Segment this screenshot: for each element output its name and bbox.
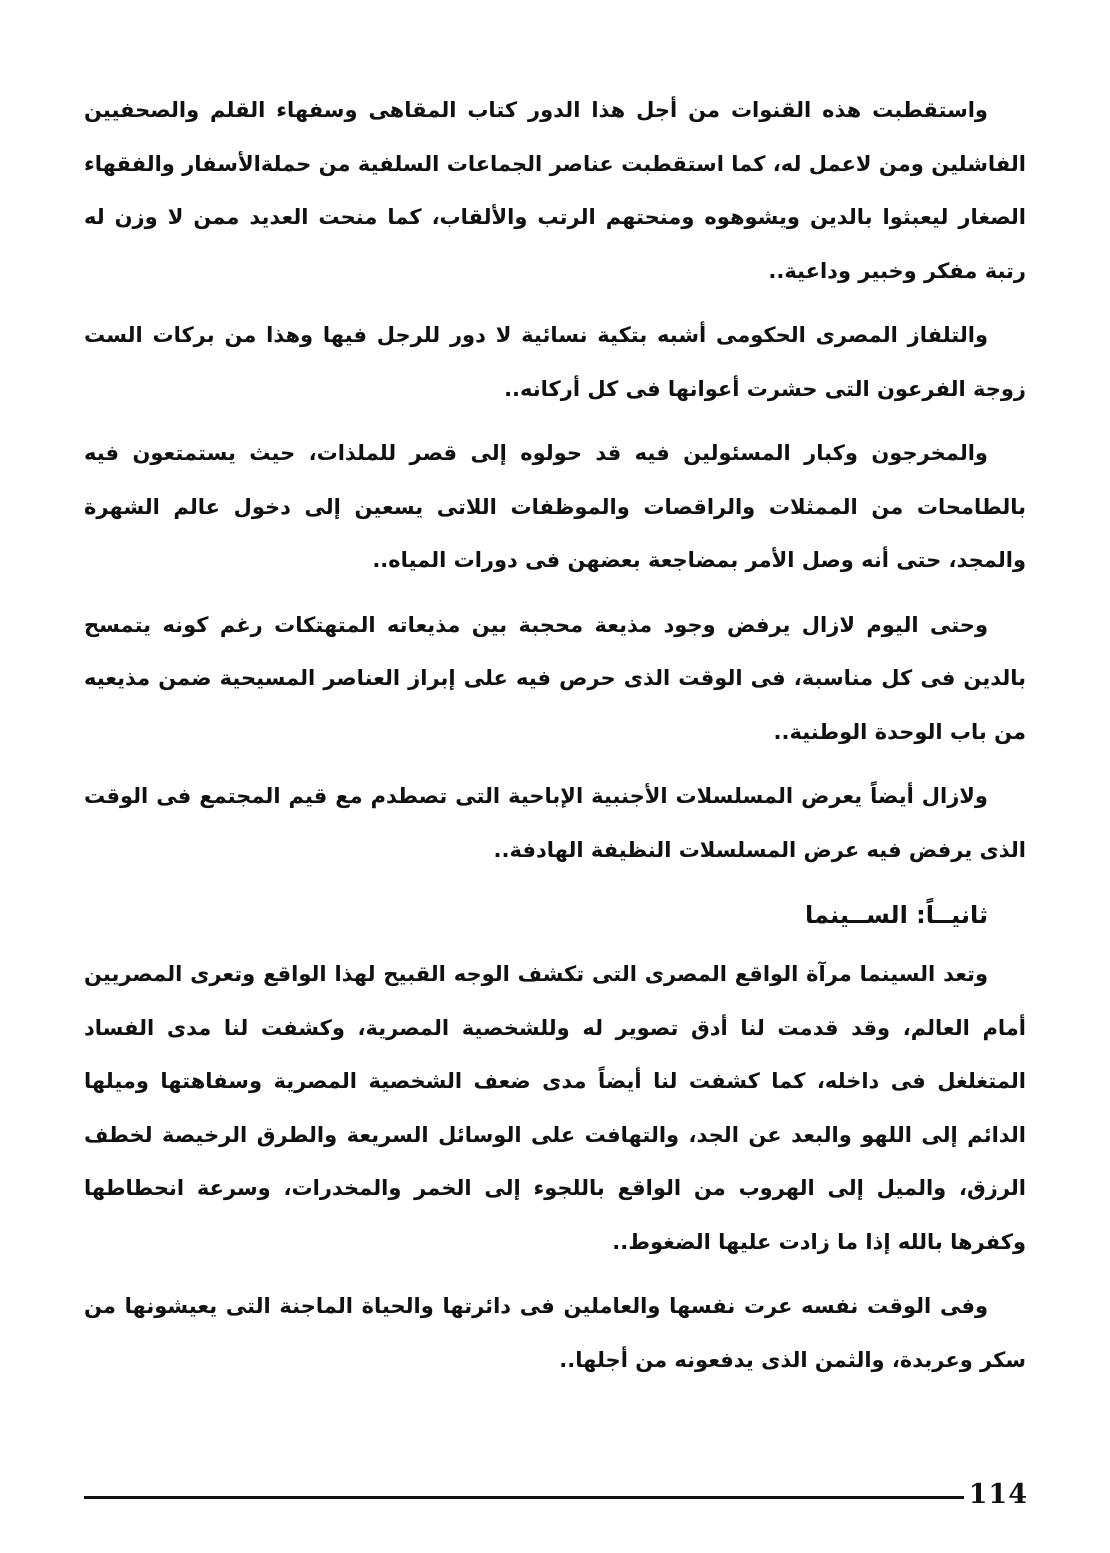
footer-rule	[84, 1496, 964, 1499]
page-number: 114	[968, 1479, 1028, 1510]
page-footer	[84, 1478, 1028, 1512]
paragraph-1: واستقطبت هذه القنوات من أجل هذا الدور كتاب المقاهى وسفهاء القلم والصحفيين الفاشلين ومن لاعمل له، كما استقطبت عناصر الجماعات السلفية من حملةالأسفار والفقهاء الصغار ليعبثوا بالدين ويشوهوه ومنحتهم الرتب والألقاب، كما منحت العديد ممن لا وزن له رتبة مفكر وخبير وداعية..	[84, 98, 1026, 283]
paragraph-2: والتلفاز المصرى الحكومى أشبه بتكية نسائية لا دور للرجل فيها وهذا من بركات الست زوجة الفرعون التى حشرت أعوانها فى كل أركانه..	[84, 323, 1026, 401]
paragraph-6: وتعد السينما مرآة الواقع المصرى التى تكشف الوجه القبيح لهذا الواقع وتعرى المصريين أمام العالم، وقد قدمت لنا أدق تصوير له وللشخصية المصرية، وكشفت لنا مدى الفساد المتغلغل فى داخله، كما كشفت لنا أيضاً مدى ضعف الشخصية المصرية وسفاهتها وميلها الدائم إلى اللهو والبعد عن الجد، والتهافت على الوسائل السريعة والطرق الرخيصة لخطف الرزق، والميل إلى الهروب من الواقع باللجوء إلى الخمر والمخدرات، وسرعة انحطاطها وكفرها بالله إذا ما زادت عليها الضغوط..	[84, 962, 1026, 1254]
paragraph-3: والمخرجون وكبار المسئولين فيه قد حولوه إلى قصر للملذات، حيث يستمتعون فيه بالطامحات من الممثلات والراقصات والموظفات اللاتى يسعين إلى دخول عالم الشهرة والمجد، حتى أنه وصل الأمر بمضاجعة بعضهن فى دورات المياه..	[84, 441, 1026, 572]
page-body	[84, 84, 1026, 1398]
paragraph-5: ولازال أيضاً يعرض المسلسلات الأجنبية الإباحية التى تصطدم مع قيم المجتمع فى الوقت الذى يرفض فيه عرض المسلسلات النظيفة الهادفة..	[84, 784, 1026, 862]
paragraph-7: وفى الوقت نفسه عرت نفسها والعاملين فى دائرتها والحياة الماجنة التى يعيشونها من سكر وعربدة، والثمن الذى يدفعونه من أجلها..	[84, 1294, 1026, 1372]
paragraph-4: وحتى اليوم لازال يرفض وجود مذيعة محجبة بين مذيعاته المتهتكات رغم كونه يتمسح بالدين فى كل مناسبة، فى الوقت الذى حرص فيه على إبراز العناصر المسيحية ضمن مذيعيه من باب الوحدة الوطنية..	[84, 612, 1026, 744]
section-heading: ثانيــاً: الســينما	[805, 901, 988, 929]
